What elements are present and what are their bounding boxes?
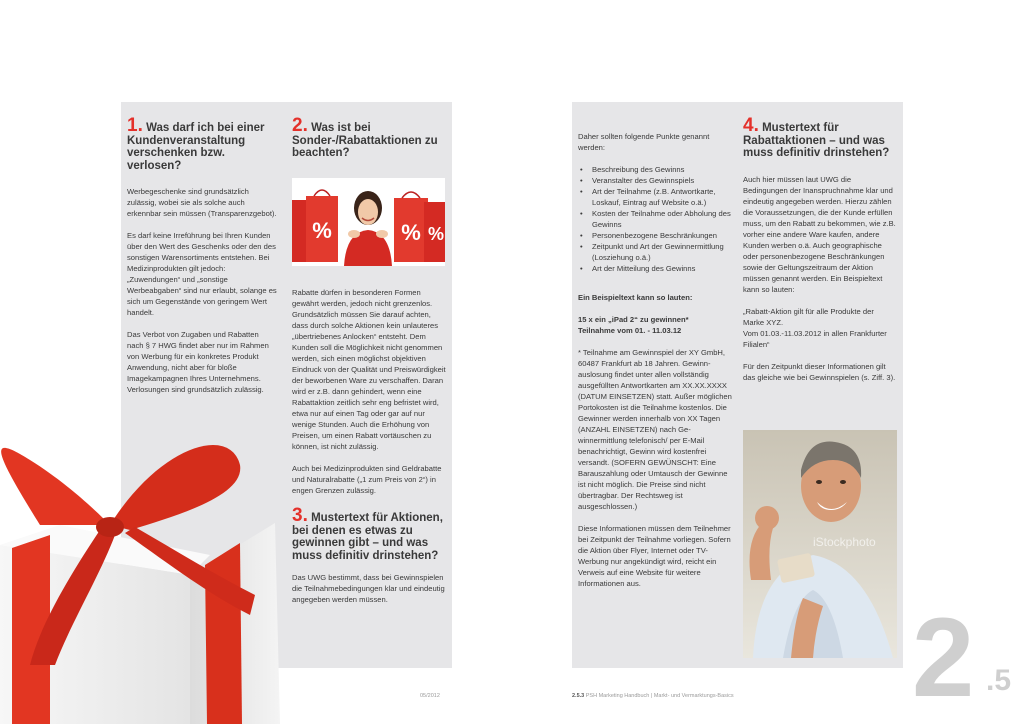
- sale-photo: [292, 178, 445, 266]
- paragraph: Rabatte dürfen in besonderen Formen gewährt werden, jedoch nicht grenzenlos. Grundsätzlich müssen Sie darauf achten, dass durch solche Aktionen kein unlauteres „übertriebenes Anlocken“ entsteht. Dem Kunden soll die Möglichkeit nicht genommen werden, sich einen möglichst objektiven Eindruck von der Qualität und Preiswürdigkeit der beworbenen Ware zu verschaffen. Daran wird er z.B. dann gehindert, wenn eine Rabattaktion zeitlich sehr eng befristet wird, etwa nur auf einen Tag oder gar auf nur wenige Stunden. Auch die Erhöhung von Preisen, um einen Rabatt vortäuschen zu können, ist nicht zulässig.: [292, 288, 446, 451]
- intro-text: Daher sollten folgende Punkte genannt werden:: [578, 132, 710, 152]
- paragraph: Werbegeschenke sind grundsätzlich zulässig, wobei sie als solche auch erkennbar sein müssen (Transparenzgebot).: [127, 187, 277, 218]
- section-4-title: Mustertext für Rabattaktionen – und was muss definitiv drinstehen?: [743, 122, 890, 159]
- paragraph: Auch bei Medizinprodukten sind Geldrabatte und Naturalrabatte („1 zum Preis von 2“) in engen Grenzen zulässig.: [292, 464, 442, 495]
- watermark-text: iStockphoto: [813, 535, 876, 549]
- example-line-1: 15 x ein „iPad 2“ zu gewinnen*: [578, 315, 689, 324]
- section-4: [743, 115, 897, 394]
- section-1-number: 1.: [127, 115, 143, 136]
- quote-line-2: Vom 01.03.-11.03.2012 in allen Frankfurter Filialen“: [743, 328, 887, 349]
- section-3-continued: [578, 131, 732, 600]
- left-page-footer: 05/2012: [420, 693, 440, 699]
- chapter-subnumber: .5: [986, 664, 1012, 697]
- paragraph: Für den Zeitpunkt dieser Informationen gilt das gleiche wie bei Gewinnspielen (s. Ziff. 3).: [743, 361, 896, 382]
- footer-chapter: 2.5.3: [572, 693, 585, 699]
- list-item: • Veranstalter des Gewinnspiels: [578, 175, 732, 186]
- man-photo: [743, 430, 897, 658]
- section-1-heading: [127, 115, 277, 172]
- list-item: • Beschreibung des Gewinns: [578, 164, 732, 175]
- chapter-number: 2: [912, 595, 973, 720]
- section-3-heading: [292, 505, 446, 562]
- gift-box-image: [0, 405, 285, 724]
- right-page-footer: [572, 693, 734, 699]
- paragraph: Das Verbot von Zugaben und Rabatten nach § 7 HWG findet aber nur im Rahmen von Werbung für ein konkretes Produkt Anwendung, nicht aber für bloße Imagekampagnen Ihres Unternehmens. Verlosungen sind grundsätzlich zulässig.: [127, 330, 269, 394]
- section-1-title: Was darf ich bei einer Kundenveranstaltung verschenken bzw. verlosen?: [127, 122, 265, 172]
- section-2-heading: [292, 115, 446, 160]
- list-item: • Kosten der Teilnahme oder Abholung des Gewinns: [578, 208, 732, 230]
- list-item: • Zeitpunkt und Art der Gewinnermittlung (Losziehung o.ä.): [578, 241, 732, 263]
- quote-line-1: „Rabatt-Aktion gilt für alle Produkte der Marke XYZ.: [743, 306, 874, 327]
- example-line-2: Teilnahme vom 01. - 11.03.12: [578, 326, 682, 335]
- section-2-title: Was ist bei Sonder-/Rabattaktionen zu beachten?: [292, 122, 438, 159]
- requirements-list: [578, 164, 732, 274]
- svg-text:%: %: [312, 218, 332, 243]
- section-2-number: 2.: [292, 115, 308, 136]
- example-label: Ein Beispieltext kann so lauten:: [578, 293, 693, 302]
- section-3-number: 3.: [292, 505, 308, 526]
- section-2: [292, 115, 446, 174]
- list-item: • Art der Mitteilung des Gewinns: [578, 263, 732, 274]
- closing-text: Diese Informationen müssen dem Teilnehmer bei Zeitpunkt der Teilnahme vorliegen. Sofern die Aktion über Flyer, Internet oder TV-Werbung nur angekündigt wird, reicht ein Verweis auf eine Website für weitere Informationen aus.: [578, 524, 731, 588]
- svg-text:%: %: [427, 224, 445, 244]
- section-1: [127, 115, 277, 406]
- list-item: • Personenbezogene Beschränkungen: [578, 230, 732, 241]
- section-3-title: Mustertext für Aktionen, bei denen es etwas zu gewinnen gibt – und was muss definitiv drinstehen?: [292, 512, 443, 562]
- paragraph: Das UWG bestimmt, dass bei Gewinnspielen die Teilnahmebedingungen klar und eindeutig angegeben werden müssen.: [292, 573, 445, 604]
- footer-title: PSH Marketing Handbuch | Markt- und Vermarktungs-Basics: [585, 693, 734, 699]
- svg-text:%: %: [401, 220, 421, 245]
- section-4-heading: [743, 115, 897, 160]
- section-2-body: [292, 287, 446, 616]
- section-4-number: 4.: [743, 115, 759, 136]
- paragraph: Es darf keine Irreführung bei Ihren Kunden über den Wert des Geschenks oder den des sonstigen Warensortiments entstehen. Bei Medizinprodukten gilt jedoch: „Zuwendungen“ und „sonstige Werbeabgaben“ sind nur erlaubt, solange es sich um Gegenstände von geringem Wert handelt.: [127, 231, 277, 317]
- example-body: * Teilnahme am Gewinnspiel der XY GmbH, 60487 Frankfurt ab 18 Jahren. Gewinn-auslosung findet unter allen vollständig ausgefüllten Antwortkarten am XX.XX.XXXX (DATUM EINSETZEN) statt. Außer möglichen Portokosten ist die Teilnahme kostenlos. Die Gewinner werden innerhalb von XX Tagen (ANZAHL EINSETZEN) nach Ge-winnermittlung telefonisch/ per E-Mail benachrichtigt, Gewinn wird kostenfrei versandt. (SOFERN GEWÜNSCHT: Eine Barauszahlung oder Umtausch der Gewinne ist nicht möglich. Die Preise sind nicht übertragbar. Der Rechtsweg ist ausgeschlossen.): [578, 348, 732, 511]
- paragraph: Auch hier müssen laut UWG die Bedingungen der Inanspruchnahme klar und eindeutig angegeben werden. Hierzu zählen die Voraussetzungen, die der Kunde erfüllen muss, um den Rabatt zu bekommen, wie z.B. vorher eine andere Ware kaufen, andere Kunden werben o.ä. Auch geographische oder personenbezogene Beschränkungen sowie der Geltungszeitraum der Aktion müssen genannt werden. Ein Beispieltext kann so lauten:: [743, 174, 896, 294]
- list-item: • Art der Teilnahme (z.B. Antwortkarte, Loskauf, Eintrag auf Website o.ä.): [578, 186, 732, 208]
